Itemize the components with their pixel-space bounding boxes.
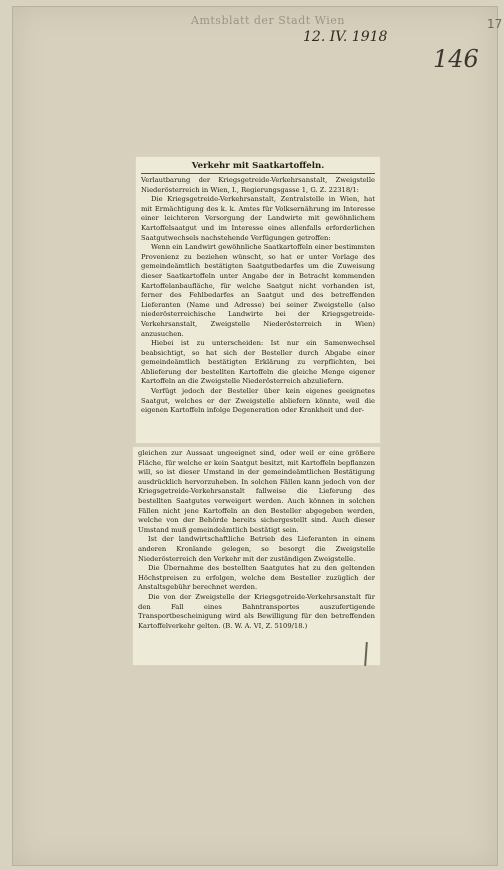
article-paragraph: Verfügt jedoch der Besteller über kein eigenes geeignetes Saatgut, welches er der Zweigstelle abliefern könnte, weil die eigenen Kartoffeln infolge Degeneration oder Krankheit und der-	[141, 387, 375, 415]
article-title: Verkehr mit Saatkartoffeln.	[191, 161, 325, 171]
article-paragraph: Verlautbarung der Kriegsgetreide-Verkehrsanstalt, Zweigstelle Niederösterreich in Wien, I., Regierungsgasse 1, G. Z. 22318/1:	[141, 176, 375, 194]
title-rule	[141, 173, 375, 174]
corner-page-number: 17	[487, 17, 503, 31]
newspaper-clipping-part-2	[133, 447, 380, 665]
article-paragraph: Hiebei ist zu unterscheiden: Ist nur ein Samenwechsel beabsichtigt, so hat sich der Besteller durch Abgabe einer gemeindeämtlich bestätigten Erklärung zu verpflichten, bei Ablieferung der bestellten Kartoffeln die gleiche Menge eigener Kartoffeln an die Zweigstelle Niederösterreich abzuliefern.	[141, 339, 375, 386]
article-paragraph: Die Übernahme des bestellten Saatgutes hat zu den geltenden Höchstpreisen zu erfolgen, welche dem Besteller zuzüglich der Anstaltsgebühr berechnet werden.	[138, 564, 375, 592]
handwritten-folio-number: 146	[433, 45, 479, 73]
article-paragraph: Ist der landwirtschaftliche Betrieb des Lieferanten in einem anderen Kronlande gelegen, so besorgt die Zweigstelle Niederösterreich den Verkehr mit der zuständigen Zweigstelle.	[138, 535, 375, 563]
letterhead-stamp: Amtsblatt der Stadt Wien	[191, 14, 345, 27]
article-paragraph: Die von der Zweigstelle der Kriegsgetreide-Verkehrsanstalt für den Fall eines Bahntransportes auszufertigende Transportbescheinigung wird als Bewilligung für den betreffenden Kartoffelverkehr gelten. (B. W. A. VI, Z. 5109/18.)	[138, 592, 375, 630]
newspaper-clipping-part-1	[136, 157, 380, 443]
article-paragraph: Die Kriegsgetreide-Verkehrsanstalt, Zentralstelle in Wien, hat mit Ermächtigung des k. k. Amtes für Volksernährung im Interesse einer leichteren Versorgung der Landwirte mit gewöhnlichem Kartoffelsaatgut und im Interesse eines allenfalls erforderlichen Saatgutwechsels nachstehende Verfügungen getroffen:	[141, 195, 375, 242]
article-paragraph: Wenn ein Landwirt gewöhnliche Saatkartoffeln einer bestimmten Provenienz zu beziehen wünscht, so hat er unter Vorlage des gemeindeämtlich bestätigten Saatgutbedarfes um die Zuweisung dieser Saatkartoffeln unter Angabe der in Betracht kommenden Kartoffelanbaufläche, für welche Saatgut nicht vorhanden ist, ferner des Fehlbedarfes an Saatgut und des betreffenden Lieferanten (Name und Adresse) bei seiner Zweigstelle (also niederösterreichische Landwirte bei der Kriegsgetreide-Verkehrsanstalt, Zweigstelle Niederösterreich in Wien) anzusuchen.	[141, 243, 375, 338]
article-paragraph: gleichen zur Aussaat ungeeignet sind, oder weil er eine größere Fläche, für welche er kein Saatgut besitzt, mit Kartoffeln bepflanzen will, so ist dieser Umstand in der gemeindeämtlichen Bestätigung ausdrücklich hervorzuheben. In solchen Fällen kann jedoch von der Kriegsgetreide-Verkehrsanstalt fallweise die Lieferung des bestellten Saatgutes verweigert werden. Auch können in solchen Fällen nicht jene Kartoffeln an den Besteller abgegeben werden, welche von der Behörde bereits sichergestellt sind. Auch dieser Umstand muß gemeindeämtlich bestätigt sein.	[138, 449, 375, 534]
handwritten-date: 12. IV. 1918	[303, 29, 388, 45]
